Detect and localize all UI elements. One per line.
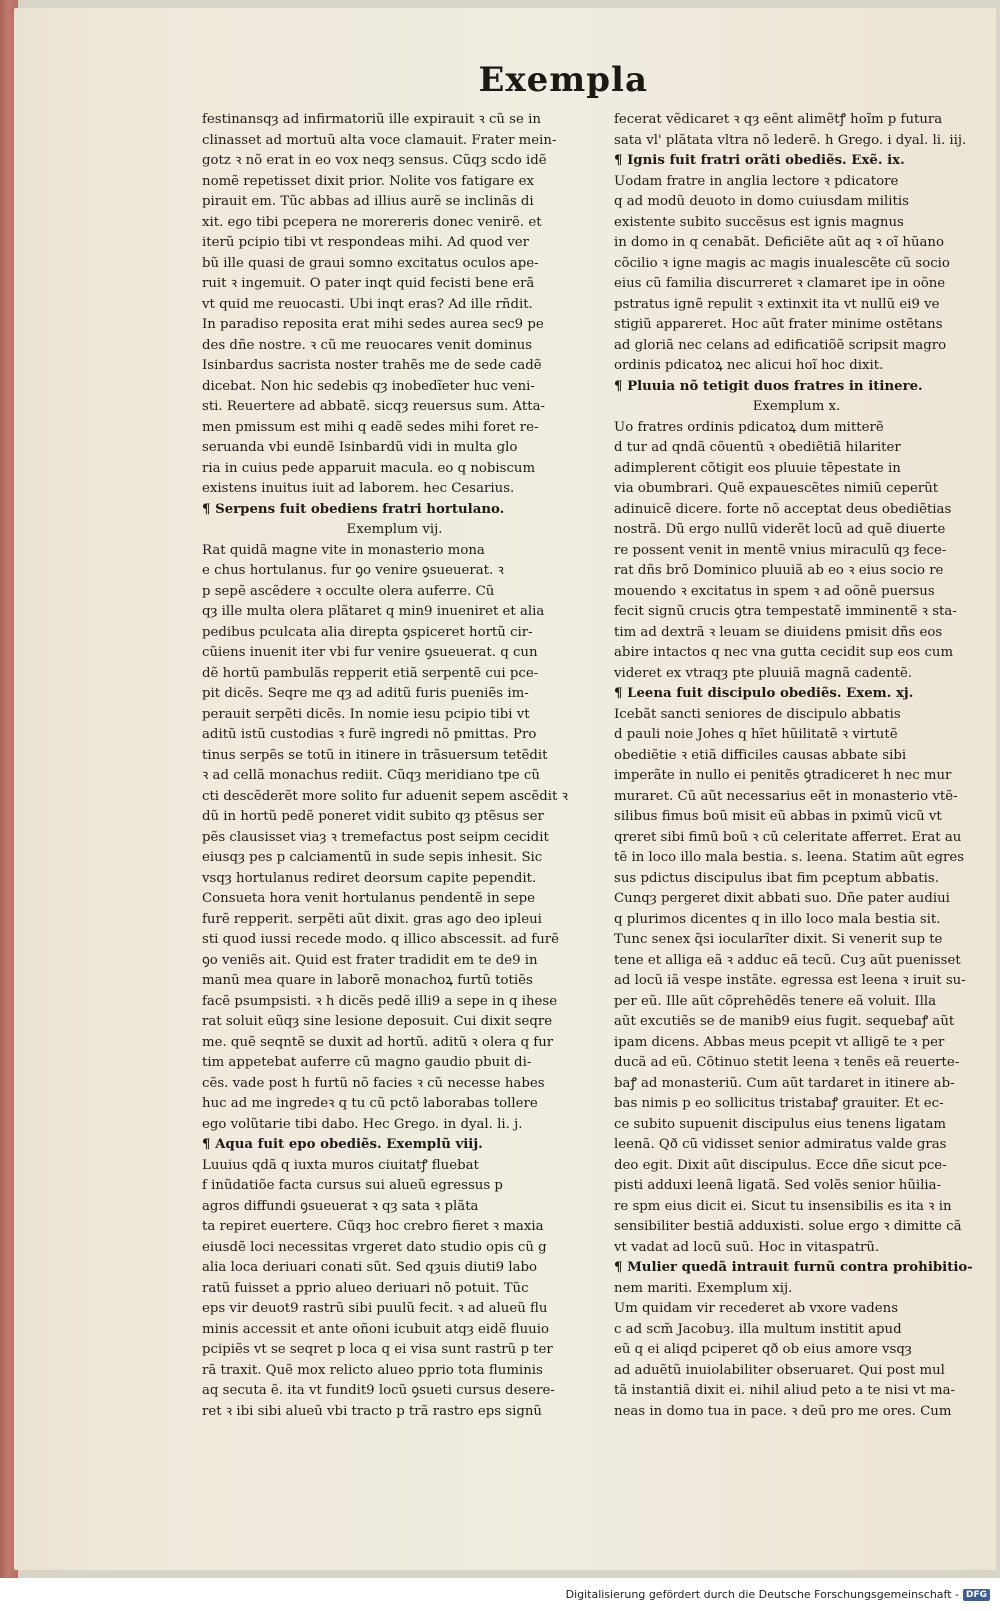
running-head: Exempla (478, 60, 648, 100)
right-column-line: pstratus ignẽ repulit ꝛ extinxit ita vt nullũ ei9 ve (614, 296, 940, 312)
left-column-line: me. quẽ seqntẽ se duxit ad hortũ. aditũ ꝛ olera q fur (202, 1034, 554, 1050)
right-column-line: ad locũ iã vespe instãte. egressa est leena ꝛ iruit su- (614, 973, 966, 988)
right-column-line: ¶ Leena fuit discipulo obediẽs. Exem. xj. (614, 686, 914, 701)
right-column-line: adimplerent cõtigit eos pluuie tẽpestate in (614, 460, 901, 476)
left-column-line: facẽ psumpsisti. ꝛ h dicẽs pedẽ illi9 a sepe in q ihese (202, 993, 558, 1009)
left-column-line: eiusqȝ pes p calciamentũ in sude sepis inhesit. Sic (202, 850, 543, 865)
left-column-line: qȝ ille multa olera plãtaret q min9 inueniret et alia (202, 604, 545, 619)
right-column-line: fecit signũ crucis ꝯtra tempestatẽ imminentẽ ꝛ sta- (614, 604, 957, 619)
page (14, 8, 996, 1570)
left-column-line: furẽ repperit. serpẽti aũt dixit. gras ago deo ipleui (202, 911, 542, 927)
right-column-line: fecerat vẽdicaret ꝛ qȝ eẽnt alimẽtꝭ hoĩm p futura (614, 112, 943, 127)
left-column-line: p sepẽ ascẽdere ꝛ occulte olera auferre. Cũ (202, 583, 495, 599)
right-column-line: via obumbrari. Quẽ expauescẽtes nimiũ ceperũt (614, 481, 939, 496)
right-column-line: baꝭ ad monasteriũ. Cum aũt tardaret in itinere ab- (614, 1075, 955, 1091)
right-column-line: ¶ Ignis fuit fratri orãti obediẽs. Exẽ. ix. (614, 153, 905, 168)
right-column-line: videret ex vtraqȝ pte pluuiã magnã cadentẽ. (614, 665, 913, 681)
right-column-line: sata vl' plãtata vltra nõ lederẽ. h Grego. i dyal. li. iij. (614, 132, 967, 148)
right-column-line: sus pdictus discipulus ibat fim pceptum abbatis. (614, 870, 939, 886)
right-column-line: deo egit. Dixit aũt discipulus. Ecce dñe sicut pce- (614, 1157, 947, 1173)
right-column-line: rat dñs brõ Dominico pluuiã ab eo ꝛ eius socio re (614, 563, 944, 578)
right-column-line: Um quidam vir recederet ab vxore vadens (614, 1301, 899, 1316)
left-column-line: ratũ fuisset a pprio alueo deriuari nõ potuit. Tũc (202, 1280, 529, 1296)
right-column-line: re spm eius dicit ei. Sicut tu insensibilis es ita ꝛ in (614, 1198, 952, 1214)
left-column-line: ¶ Aqua fuit epo obediẽs. Exemplũ viij. (202, 1137, 483, 1152)
digitization-credit: Digitalisierung gefördert durch die Deutsche Forschungsgemeinschaft - (565, 1588, 959, 1601)
dfg-logo: DFG (963, 1589, 990, 1601)
left-column-line: vt quid me reuocasti. Ubi inqt eras? Ad ille rñdit. (202, 296, 533, 312)
left-column-line: f inũdatiõe facta cursus sui alueũ egressus p (202, 1178, 503, 1193)
right-column-line: re possent venit in mentẽ vnius miraculũ qȝ fece- (614, 542, 947, 558)
left-column-line: pedibus pculcata alia direpta ꝯspiceret hortũ cir- (202, 624, 533, 640)
right-column-line: nem mariti. Exemplum xij. (614, 1280, 793, 1296)
right-column-line: eius cũ familia discurreret ꝛ clamaret ipe in oõne (614, 276, 946, 291)
right-column-line: aũt excutiẽs se de manib9 eius fugit. sequebaꝭ aũt (614, 1014, 955, 1029)
left-column-line: alia loca deriuari conati sũt. Sed qȝuis diuti9 labo (202, 1260, 538, 1275)
right-column-line: muraret. Cũ aũt necessarius eẽt in monasterio vtẽ- (614, 788, 958, 804)
right-column-line: tene et alliga eã ꝛ adduc eã tecũ. Cuȝ aũt puenisset (614, 952, 961, 968)
right-column-line: leenã. Qð cũ vidisset senior admiratus valde gras (614, 1137, 947, 1152)
left-column-line: tinus serpẽs se totũ in itinere in trãsuersum tetẽdit (202, 747, 548, 763)
right-column-line: q ad modũ deuoto in domo cuiusdam militis (614, 194, 909, 209)
left-column-line: cti descẽderẽt more solito fur aduenit sepem ascẽdit ꝛ (202, 788, 568, 804)
right-column-line: tã instantiã dixit ei. nihil aliud peto a te nisi vt ma- (614, 1383, 956, 1398)
left-column-line: clinasset ad mortuũ alta voce clamauit. Frater mein- (202, 132, 557, 148)
footer (566, 1588, 990, 1601)
left-column-line: ¶ Serpens fuit obediens fratri hortulano. (202, 501, 505, 517)
right-column-line: nostrã. Dũ ergo nullũ viderẽt locũ ad quẽ diuerte (614, 522, 946, 537)
right-column-line: bas nimis p eo sollicitus tristabaꝭ grauiter. Et ec- (614, 1096, 944, 1111)
right-column-line: ad gloriã nec celans ad edificatiõẽ scripsit magro (614, 337, 947, 353)
left-column-line: ꝛ ad cellã monachus rediit. Cũqȝ meridiano tpe cũ (202, 768, 540, 783)
left-column-line: vsqȝ hortulanus rediret deorsum capite pependit. (202, 870, 537, 886)
left-column-line: gotz ꝛ nõ erat in eo vox neqȝ sensus. Cũqȝ scdo idẽ (202, 153, 547, 168)
left-column-line: cẽs. vade post h furtũ nõ facies ꝛ cũ necesse habes (202, 1075, 545, 1091)
right-column-line: Exemplum x. (752, 399, 841, 414)
right-column-line: ad aduẽtũ inuiolabiliter obseruaret. Qui post mul (614, 1362, 945, 1378)
left-column-line: ego volũtarie tibi dabo. Hec Grego. in dyal. li. j. (202, 1116, 523, 1132)
right-column-line: Cunqȝ pergeret dixit abbati suo. Dñe pater audiui (614, 891, 950, 906)
right-column-line: tẽ in loco illo mala bestia. s. leena. Statim aũt egres (614, 850, 965, 865)
left-column-line: existens inuitus iuit ad laborem. hec Cesarius. (202, 481, 515, 496)
left-column-line: Exemplum vij. (346, 522, 443, 537)
left-column-line: manũ mea quare in laborẽ monachoꝝ furtũ totiẽs (202, 973, 533, 988)
left-column-line: dẽ hortũ pambulãs repperit etiã serpentẽ cui pce- (202, 665, 539, 681)
left-column-line: rat soluit eũqȝ sine lesione deposuit. Cui dixit seqre (202, 1014, 553, 1029)
right-column-line: pisti adduxi leenã ligatã. Sed volẽs senior hũilia- (614, 1178, 942, 1193)
right-column-line: ¶ Mulier quedã intrauit furnũ contra prohibitio- (614, 1260, 973, 1275)
right-column-line: ducã ad eũ. Cõtinuo stetit leena ꝛ tenẽs eã reuerte- (614, 1055, 960, 1070)
left-column-line: ta repiret euertere. Cũqȝ hoc crebro fieret ꝛ maxia (202, 1219, 544, 1234)
left-column-line: sti quod iussi recede modo. q illico abscessit. ad furẽ (202, 932, 559, 947)
left-column-line: dũ in hortũ pedẽ poneret vidit subito qȝ ptẽsus ser (202, 809, 544, 824)
right-column-line: tim ad dextrã ꝛ leuam se diuidens pmisit dñs eos (614, 624, 943, 640)
right-column-line: Icebãt sancti seniores de discipulo abbatis (614, 706, 901, 722)
right-column-line: Tunc senex q̃si iocularĩter dixit. Si venerit sup te (614, 932, 943, 947)
left-column-line: In paradiso reposita erat mihi sedes aurea sec9 pe (202, 317, 544, 332)
left-column-line: iterũ pcipio tibi vt respondeas mihi. Ad quod ver (202, 235, 530, 250)
left-column-line: tim appetebat auferre cũ magno gaudio pbuit di- (202, 1055, 532, 1070)
right-column-line: q plurimos dicentes q in illo loco mala bestia sit. (614, 911, 941, 927)
left-column-line: ruit ꝛ ingemuit. O pater inqt quid fecisti bene erã (202, 276, 535, 291)
right-column-line: mouendo ꝛ excitatus in spem ꝛ ad oõnẽ puersus (614, 583, 935, 599)
right-column-line: d pauli noie Johes q hĩet hũilitatẽ ꝛ virtutẽ (614, 727, 898, 742)
right-column-line: adinuicẽ dicere. forte nõ acceptat deus obediẽtias (614, 501, 952, 517)
left-column-line: pirauit em. Tũc abbas ad illius aurẽ se inclinãs di (202, 194, 534, 209)
right-column-line: neas in domo tua in pace. ꝛ deũ pro me ores. Cum (614, 1403, 952, 1419)
left-column-line: aditũ istũ custodias ꝛ furẽ ingredi nõ pmittas. Pro (202, 727, 537, 742)
left-column-line: pit dicẽs. Seqre me qȝ ad aditũ furis pueniẽs im- (202, 686, 529, 701)
right-column-line: ¶ Pluuia nõ tetigit duos fratres in itinere. (614, 378, 923, 394)
left-column-line: nomẽ repetisset dixit prior. Nolite vos fatigare ex (202, 173, 534, 189)
left-column-line: agros diffundi ꝯsueuerat ꝛ qȝ sata ꝛ plãta (202, 1198, 479, 1214)
left-column-line: cũiens inuenit iter vbi fur venire ꝯsueuerat. q cun (202, 645, 538, 660)
left-column-line: sti. Reuertere ad abbatẽ. sicqȝ reuersus sum. Atta- (202, 399, 545, 414)
right-column-line: eũ q ei aliqd pciperet qð ob eius amore vsqȝ (614, 1342, 912, 1357)
left-column-line: Isinbardus sacrista noster trahẽs me de sede cadẽ (202, 358, 542, 373)
left-column-line: minis accessit et ante oñoni icubuit atqȝ eidẽ fluuio (202, 1321, 549, 1337)
right-column-line: ipam dicens. Abbas meus pcepit vt alligẽ te ꝛ per (614, 1034, 945, 1050)
right-column-line: d tur ad qndã cõuentũ ꝛ obediẽtiã hilariter (614, 440, 901, 455)
left-column-line: ria in cuius pede apparuit macula. eo q nobiscum (202, 460, 536, 476)
right-column-line: obediẽtie ꝛ etiã difficiles causas abbate sibi (614, 747, 907, 763)
right-column-line: abire intactos q nec vna gutta cecidit sup eos cum (614, 645, 954, 660)
right-column-line: vt vadat ad locũ suũ. Hoc in vitaspatrũ. (614, 1239, 880, 1255)
left-column-line: rã traxit. Quẽ mox relicto alueo pprio tota fluminis (202, 1362, 543, 1378)
left-column-line: dicebat. Non hic sedebis qȝ inobedĩeter huc veni- (202, 378, 535, 394)
left-column-line: xit. ego tibi pcepera ne morereris donec venirẽ. et (202, 214, 542, 230)
left-column-line: Consueta hora venit hortulanus pendentẽ in sepe (202, 891, 535, 906)
left-column-line: Rat quidã magne vite in monasterio mona (202, 542, 485, 558)
left-column-line: des dñe nostre. ꝛ cũ me reuocares venit dominus (202, 337, 533, 353)
left-column-line: Luuius qdã q iuxta muros ciuitatꝭ fluebat (202, 1157, 479, 1173)
right-column-line: existente subito succẽsus est ignis magnus (614, 214, 904, 230)
left-column-line: eiusdẽ loci necessitas vrgeret dato studio opis cũ g (202, 1239, 547, 1255)
right-column-line: per eũ. Ille aũt cõprehẽdẽs tenere eã voluit. Illa (614, 993, 937, 1009)
right-column-line: stigiũ appareret. Hoc aũt frater minime ostẽtans (614, 317, 943, 332)
left-column-line: ret ꝛ ibi sibi alueũ vbi tracto p trã rastro eps signũ (202, 1403, 542, 1419)
left-column-line: festinansqȝ ad infirmatoriũ ille expirauit ꝛ cũ se in (202, 112, 541, 127)
right-column-line: Uodam fratre in anglia lectore ꝛ pdicatore (614, 173, 899, 189)
left-column-line: pcipiẽs vt se seqret p loca q ei visa sunt rastrũ p ter (202, 1342, 553, 1357)
left-column-line: men pmissum est mihi q eadẽ sedes mihi foret re- (202, 419, 539, 435)
right-column-line: Uo fratres ordinis pdicatoꝝ dum mitterẽ (614, 419, 884, 435)
right-column-line: in domo in q cenabãt. Deficiẽte aũt aq ꝛ oĩ hũano (614, 235, 944, 250)
left-column-line: pẽs clausisset viaȝ ꝛ tremefactus post seipm cecidit (202, 829, 549, 845)
right-column-line: silibus fimus boũ misit eũ abbas in pximũ vicũ vt (614, 809, 942, 824)
right-column-line: imperãte in nullo ei penitẽs ꝯtradiceret h nec mur (614, 768, 952, 783)
left-column-line: seruanda vbi eundẽ Isinbardũ vidi in multa glo (202, 440, 518, 455)
right-column-line: qreret sibi fimũ boũ ꝛ cũ celeritate afferret. Erat au (614, 829, 962, 845)
left-column-line: perauit serpẽti dicẽs. In nomie iesu pcipio tibi vt (202, 706, 530, 722)
left-column-line: eps vir deuot9 rastrũ sibi puulũ fecit. ꝛ ad alueũ flu (202, 1301, 548, 1316)
left-column-line: aq secuta ẽ. ita vt fundit9 locũ ꝯsueti cursus desere- (202, 1383, 555, 1398)
right-column-line: sensibiliter bestiã adduxisti. solue ergo ꝛ dimitte cã (614, 1219, 962, 1234)
left-column-line: huc ad me ingredeꝛ q tu cũ pctõ laborabas tollere (202, 1096, 538, 1111)
left-column-line: e chus hortulanus. fur ꝯo venire ꝯsueuerat. ꝛ (202, 563, 504, 578)
left-column-line: ꝯo veniẽs ait. Quid est frater tradidit em te de9 in (202, 952, 538, 968)
right-column-line: ce subito supuenit discipulus eius tenens ligatam (614, 1116, 947, 1132)
right-column-line: ordinis pdicatoꝝ nec alicui hoĩ hoc dixit. (614, 358, 884, 373)
left-column (202, 110, 587, 1422)
right-column (614, 110, 979, 1422)
right-column-line: c ad scm̃ Jacobuȝ. illa multum institit apud (614, 1321, 902, 1337)
left-column-line: bũ ille quasi de graui somno excitatus oculos ape- (202, 255, 539, 271)
right-column-line: cõcilio ꝛ igne magis ac magis inualescẽte cũ socio (614, 255, 950, 271)
